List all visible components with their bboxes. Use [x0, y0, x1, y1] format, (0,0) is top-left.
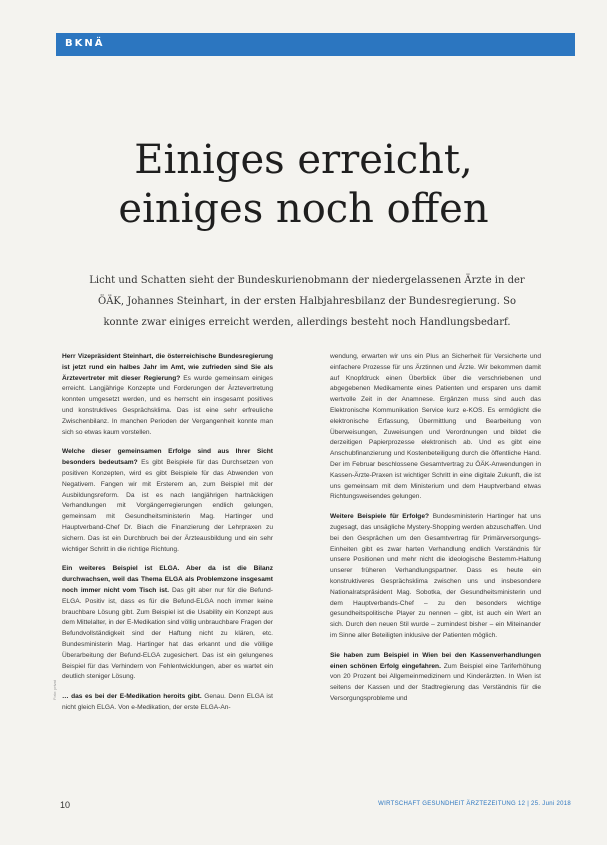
answer-text: Es wurde gemeinsam einiges erreicht. Langjährige Konzepte und Forderungen der Ärztevertretung konnten umgesetzt werden, und es herrscht ein insgesamt positives und konstruktives Gesprächsklima. Das ist eine sehr erfreuliche Zwischenbilanz. In manchen Perioden der Vergangenheit konnte man sich so etwas kaum vorstellen. — [62, 374, 273, 436]
photo-credit: Foto: privat — [52, 679, 57, 700]
question-text: Weitere Beispiele für Erfolge? — [330, 513, 430, 521]
question-text: Herr Vizepräsident Steinhart, die österreichische Bundesregierung ist jetzt rund ein halbes Jahr im Amt, wie zufrieden sind Sie als Ärztevertreter mit dieser Regierung? — [62, 353, 273, 382]
left-column — [62, 352, 273, 723]
question-text: Welche dieser gemeinsamen Erfolge sind aus Ihrer Sicht besonders bedeutsam? — [62, 448, 273, 467]
publication-footer: WIRTSCHAFT GESUNDHEIT ÄRZTEZEITUNG 12 | 25. Juni 2018 — [378, 801, 571, 807]
title-line-2: einiges noch offen — [118, 186, 489, 232]
article-lead: Licht und Schatten sieht der Bundeskurienobmann der niedergelassenen Ärzte in der ÖÄK, Johannes Steinhart, in der ersten Halbjahresbilanz der Bundesregierung. So konnte zwar einiges erreicht werden, allerdings besteht noch Handlungsbedarf. — [89, 275, 525, 328]
answer-text: Es gibt Beispiele für das Durchsetzen von positiven Konzepten, wird es gibt Beispiele für das Abwenden von Negativem. Fangen wir mit Ersterem an, zum Beispiel mit der Ausbildungsreform. Da ist es nach langjährigen hartnäckigen Verhandlungen mit Vorgängerregierungen endlich gelungen, gemeinsam mit Gesundheitsministerin Mag. Hartinger und Hauptverband-Chef Dr. Biach die Finanzierung der Lehrpraxen zu sichern. Das ist ein Durchbruch bei der Ärzteausbildung und ein sehr wichtiger Schritt in die richtige Richtung. — [62, 459, 273, 553]
paragraph — [330, 651, 541, 705]
right-column — [330, 352, 541, 714]
question-text: … das es bei der E-Medikation heroits gibt. — [62, 693, 202, 701]
page-number: 10 — [60, 800, 71, 810]
article-title — [60, 136, 547, 234]
section-header-bar — [56, 33, 575, 56]
answer-text: Bundesministerin Hartinger hat uns zugesagt, das unsägliche Mystery-Shopping werden abzuschaffen. Und bei den Gesprächen um den Gesamtvertrag für Primärversorgungs-Einheiten gibt es zwar harten Verhandlung endlich Verständnis für unsere Positionen und mehr nicht die ideologische Bestemm-Haltung unserer früheren Verhandlungspartner. Dass es heute ein konstruktiveres Gesprächsklima zwischen uns und insbesondere Nationalratspräsident Mag. Sobotka, der Gesundheitsministerin und dem Hauptverbands-Chef – zu den besonders wichtige gesundheitspolitische Player zu nennen – gibt, ist auch ein Wert an sich. Durch den neuen Stil wurde – zumindest bisher – ein Miteinander im Sinne aller Beteiligten inklusive der Patienten möglich. — [330, 513, 541, 639]
title-line-1: Einiges erreicht, — [134, 137, 473, 183]
question-text: Sie haben zum Beispiel in Wien bei den Kassenverhandlungen einen schönen Erfolg eingefahren. — [330, 651, 541, 670]
answer-text: Genau. Denn ELGA ist nicht gleich ELGA. Von e-Medikation, der erste ELGA-An- — [62, 693, 273, 711]
paragraph — [62, 564, 273, 683]
answer-text: Zum Beispiel eine Tariferhöhung von 20 Prozent bei Allgemeinmedizinern und Kinderärzten. In Wien ist seitens der Kassen und der Stadtregierung das Verständnis für die Versorgungsprobleme und — [330, 662, 541, 702]
paragraph — [330, 512, 541, 642]
paragraph — [62, 447, 273, 555]
answer-text: Das gilt aber nur für die Befund-ELGA. Positiv ist, dass es für die Befund-ELGA noch immer keine brauchbare Lösung gibt. Zum Beispiel ist die Usability ein Konzept aus dem Mittelalter, in der E-Medikation sind völlig unbrauchbare Fragen der Befundvollständigkeit sind der Haftung nicht zu klären, etc. Bundesministerin Mag. Hartinger hat das erkannt und die völlige Überarbeitung der Befund-ELGA zugesichert. Das ist ein gelungenes Beispiel für das Verhindern von Fehlentwicklungen, aber es wartet ein deutlich steniger Lösung. — [62, 586, 274, 681]
answer-text: wendung, erwarten wir uns ein Plus an Sicherheit für Versicherte und einfachere Prozesse für uns Ärztinnen und Ärzte. Wir bekommen damit auf Knopfdruck einen Überblick über die verschriebenen und abgegebenen Medikamente eines Patienten und ersparen uns damit wertvolle Zeit in der Anamnese. Ergänzen muss sind auch das Elektronische Kommunikation Service kurz e-KOS. Es ermöglicht die elektronische Erfassung, Übermittlung und Bearbeitung von Überweisungen, Zuweisungen und Verordnungen und bildet die derzeitigen Papierprozesse elektronisch ab. Und es gibt eine Anschubfinanzierung und Kostenbeteiligung durch die öffentliche Hand. Der im Februar beschlossene Gesamtvertrag zu ÖÄK-Anwendungen in Kassen-Ärzte-Praxen ist wichtiger Schritt in eine digitale Zukunft, die ist uns gemeinsam mit dem Ministerium und dem Hauptverband etwas Richtungsweisendes gelungen. — [330, 353, 541, 501]
paragraph — [62, 352, 273, 438]
question-text: Ein weiteres Beispiel ist ELGA. Aber da ist die Bilanz durchwachsen, weil das Thema ELGA als Problemzone insgesamt noch immer nicht vom Tisch ist. — [62, 565, 273, 594]
paragraph — [62, 692, 273, 714]
section-label: BKNÄ — [65, 38, 105, 49]
paragraph — [330, 352, 541, 503]
